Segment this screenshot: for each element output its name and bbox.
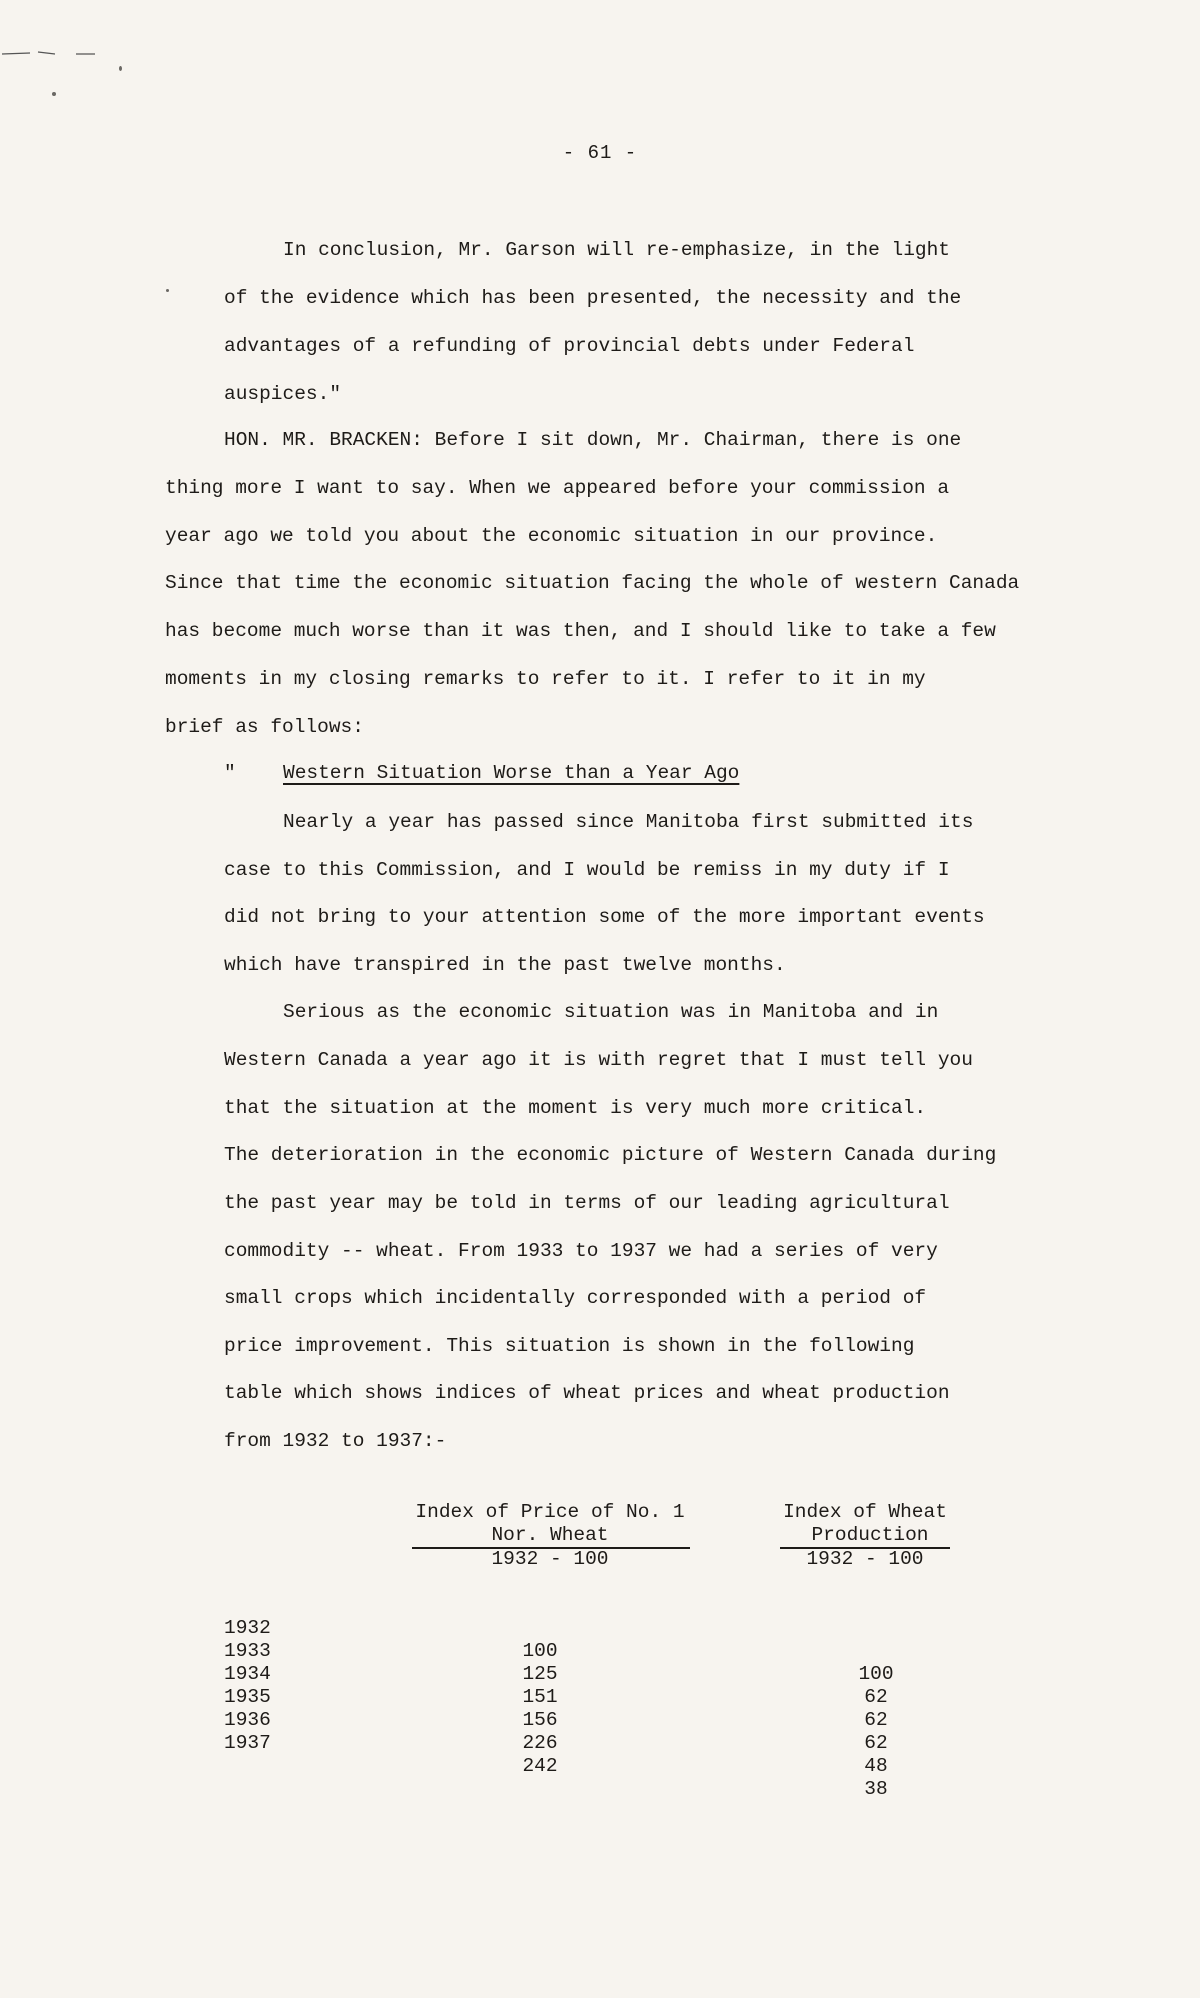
- production-index-cell: 62: [864, 1686, 888, 1708]
- text-line: Serious as the economic situation was in Manitoba and in: [283, 1001, 939, 1023]
- page-speck: [52, 92, 56, 96]
- text-line: from 1932 to 1937:-: [224, 1430, 447, 1452]
- year-cell: 1935: [224, 1686, 271, 1708]
- heading-quote-mark: ": [224, 762, 236, 784]
- text-line: Nearly a year has passed since Manitoba first submitted its: [283, 811, 974, 833]
- price-column-header-line2: Nor. Wheat: [491, 1524, 609, 1546]
- price-index-cell: 100: [522, 1640, 558, 1662]
- price-column-header-line1: Index of Price of No. 1: [415, 1501, 685, 1523]
- production-column-base: 1932 - 100: [806, 1548, 924, 1570]
- text-line: HON. MR. BRACKEN: Before I sit down, Mr. Chairman, there is one: [224, 429, 962, 451]
- text-line: small crops which incidentally corresponded with a period of: [224, 1287, 927, 1309]
- price-index-cell: 151: [522, 1686, 558, 1708]
- price-column-base: 1932 - 100: [491, 1548, 609, 1570]
- production-index-cell: 62: [864, 1709, 888, 1731]
- text-line: the past year may be told in terms of our leading agricultural: [224, 1192, 950, 1214]
- text-line: advantages of a refunding of provincial debts under Federal: [224, 335, 915, 357]
- text-line: auspices.": [224, 383, 342, 405]
- production-index-cell: 62: [864, 1732, 888, 1754]
- production-index-cell: 48: [864, 1755, 888, 1777]
- price-index-cell: 156: [522, 1709, 558, 1731]
- text-line: In conclusion, Mr. Garson will re-emphasize, in the light: [283, 239, 951, 261]
- price-index-cell: 242: [522, 1755, 558, 1777]
- year-cell: 1932: [224, 1617, 271, 1639]
- text-line: which have transpired in the past twelve months.: [224, 954, 786, 976]
- text-line: moments in my closing remarks to refer to it. I refer to it in my: [165, 668, 926, 690]
- table-row: [0, 1709, 1200, 1824]
- production-index-cell: 100: [858, 1663, 894, 1685]
- text-line: year ago we told you about the economic situation in our province.: [165, 525, 938, 547]
- year-cell: 1933: [224, 1640, 271, 1662]
- text-line: price improvement. This situation is shown in the following: [224, 1335, 915, 1357]
- section-heading: Western Situation Worse than a Year Ago: [283, 762, 740, 784]
- text-line: table which shows indices of wheat prices and wheat production: [224, 1382, 950, 1404]
- text-line: brief as follows:: [165, 716, 364, 738]
- production-index-cell: 38: [864, 1778, 888, 1800]
- price-index-cell: 226: [522, 1732, 558, 1754]
- text-line: case to this Commission, and I would be remiss in my duty if I: [224, 859, 950, 881]
- text-line: of the evidence which has been presented, the necessity and the: [224, 287, 962, 309]
- production-column-header-line2: Production: [811, 1524, 929, 1546]
- text-line: has become much worse than it was then, and I should like to take a few: [165, 620, 996, 642]
- year-cell: 1937: [224, 1732, 271, 1754]
- text-line: commodity -- wheat. From 1933 to 1937 we had a series of very: [224, 1240, 938, 1262]
- price-index-cell: 125: [522, 1663, 558, 1685]
- page-speck: [119, 66, 122, 71]
- text-line: thing more I want to say. When we appeared before your commission a: [165, 477, 950, 499]
- production-column-header-line1: Index of Wheat: [783, 1501, 947, 1523]
- text-line: did not bring to your attention some of the more important events: [224, 906, 985, 928]
- year-cell: 1934: [224, 1663, 271, 1685]
- year-cell: 1936: [224, 1709, 271, 1731]
- page-number: - 61 -: [562, 142, 638, 164]
- text-line: Since that time the economic situation facing the whole of western Canada: [165, 572, 1020, 594]
- text-line: that the situation at the moment is very much more critical.: [224, 1097, 927, 1119]
- text-line: Western Canada a year ago it is with regret that I must tell you: [224, 1049, 973, 1071]
- text-line: The deterioration in the economic picture of Western Canada during: [224, 1144, 997, 1166]
- page-scuff-mark: [0, 48, 95, 62]
- page-speck: [166, 289, 169, 292]
